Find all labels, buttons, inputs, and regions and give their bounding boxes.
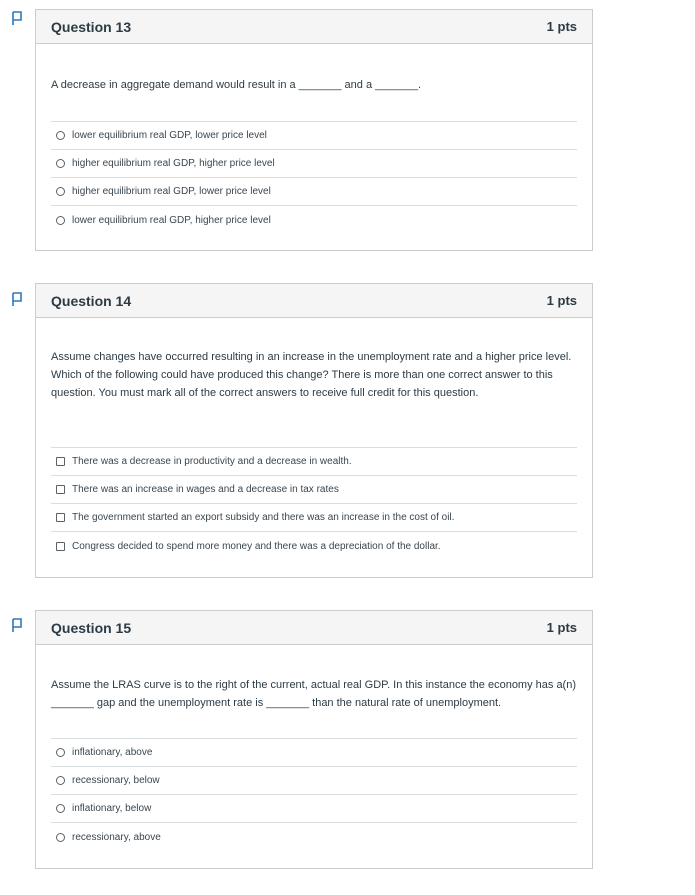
radio-button[interactable] <box>56 131 65 140</box>
answer-option[interactable] <box>51 532 577 560</box>
question-text: Assume the LRAS curve is to the right of the current, actual real GDP. In this instance the economy has a(n) _______ gap and the unemployment rate is _______ than the natural rate of unemployment. <box>51 679 577 709</box>
question-header <box>36 10 592 44</box>
radio-button[interactable] <box>56 216 65 225</box>
answer-list <box>51 121 577 234</box>
answer-label[interactable]: lower equilibrium real GDP, lower price level <box>72 130 267 141</box>
answer-option[interactable] <box>51 122 577 150</box>
answer-option[interactable] <box>51 739 577 767</box>
checkbox[interactable] <box>56 513 65 522</box>
answer-option[interactable] <box>51 476 577 504</box>
answer-label[interactable]: There was an increase in wages and a decrease in tax rates <box>72 484 339 495</box>
answer-label[interactable]: lower equilibrium real GDP, higher price level <box>72 214 271 226</box>
answer-option[interactable] <box>51 795 577 823</box>
radio-button[interactable] <box>56 159 65 168</box>
flag-question-icon[interactable] <box>11 618 24 633</box>
radio-button[interactable] <box>56 748 65 757</box>
answer-option[interactable] <box>51 767 577 795</box>
question-text: A decrease in aggregate demand would result in a _______ and a _______. <box>51 79 422 91</box>
flag-question-icon[interactable] <box>11 11 24 26</box>
answer-label[interactable]: There was a decrease in productivity and a decrease in wealth. <box>72 456 352 467</box>
question-card <box>35 610 593 869</box>
question-text: Assume changes have occurred resulting in an increase in the unemployment rate and a higher price level. Which of the following could have produced this change? There is more than one correct answer to this question. You must mark all of the correct answers to receive full credit for this question. <box>51 351 572 399</box>
answer-option[interactable] <box>51 178 577 206</box>
answer-label[interactable]: The government started an export subsidy and there was an increase in the cost of oil. <box>72 512 455 523</box>
radio-button[interactable] <box>56 776 65 785</box>
checkbox[interactable] <box>56 485 65 494</box>
answer-option[interactable] <box>51 504 577 532</box>
question-points: 1 pts <box>546 620 577 635</box>
answer-label[interactable]: inflationary, above <box>72 747 153 758</box>
answer-list <box>51 447 577 560</box>
question-header <box>36 611 592 645</box>
question-title: Question 14 <box>51 292 132 309</box>
answer-option[interactable] <box>51 823 577 851</box>
flag-question-icon[interactable] <box>11 292 24 307</box>
radio-button[interactable] <box>56 833 65 842</box>
answer-list <box>51 738 577 851</box>
answer-label[interactable]: higher equilibrium real GDP, higher price level <box>72 158 275 169</box>
answer-option[interactable] <box>51 448 577 476</box>
question-header <box>36 284 592 318</box>
answer-label[interactable]: Congress decided to spend more money and there was a depreciation of the dollar. <box>72 540 441 552</box>
answer-label[interactable]: recessionary, below <box>72 775 160 786</box>
question-card <box>35 9 593 251</box>
question-title: Question 13 <box>51 18 132 35</box>
answer-option[interactable] <box>51 150 577 178</box>
checkbox[interactable] <box>56 457 65 466</box>
question-points: 1 pts <box>546 293 577 308</box>
answer-label[interactable]: inflationary, below <box>72 803 152 814</box>
question-card <box>35 283 593 578</box>
answer-label[interactable]: higher equilibrium real GDP, lower price level <box>72 186 271 197</box>
radio-button[interactable] <box>56 804 65 813</box>
answer-option[interactable] <box>51 206 577 234</box>
question-points: 1 pts <box>546 19 577 34</box>
answer-label[interactable]: recessionary, above <box>72 831 161 843</box>
checkbox[interactable] <box>56 542 65 551</box>
question-title: Question 15 <box>51 619 132 636</box>
radio-button[interactable] <box>56 187 65 196</box>
